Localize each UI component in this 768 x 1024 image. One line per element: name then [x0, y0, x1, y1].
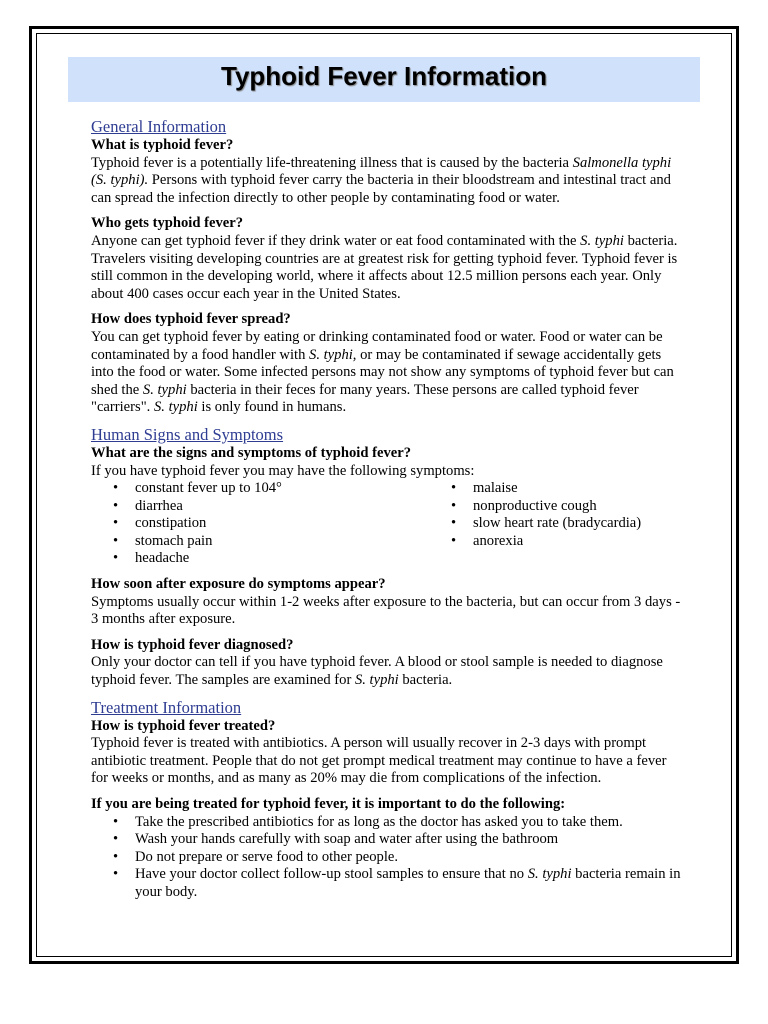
section-heading-symptoms: Human Signs and Symptoms	[91, 424, 284, 444]
section-heading-general: General Information	[91, 117, 227, 136]
section-heading-treatment: Treatment Information	[91, 697, 242, 717]
list-item: • nonproductive cough	[429, 498, 683, 516]
document-body	[91, 117, 683, 902]
list-item: • slow heart rate (bradycardia)	[429, 515, 683, 533]
symptom-list-left	[91, 480, 429, 568]
answer-who-gets: Anyone can get typhoid fever if they drink water or eat food contaminated with the S. typhi bacteria. Travelers visiting developing countries are at greatest risk for getting typhoid fever. Typhoid fever is still common in the developing world, where it affects about 12.5 million persons each year. Only about 400 cases occur each year in the United States.	[91, 232, 678, 302]
answer-what-is: Typhoid fever is a potentially life-threatening illness that is caused by the bacteria Salmonella typhi (S. typhi). Persons with typhoid fever carry the bacteria in their bloodstream and intestinal tract and can spread the infection directly to other people by contaminating food or water.	[91, 154, 672, 206]
symptom-list-right	[429, 480, 683, 568]
question-spread: How does typhoid fever spread?	[91, 311, 291, 328]
list-item: • constipation	[91, 515, 429, 533]
question-diagnosis: How is typhoid fever diagnosed?	[91, 636, 294, 653]
list-item: • stomach pain	[91, 533, 429, 551]
list-item: • Do not prepare or serve food to other people.	[91, 849, 683, 867]
answer-symptoms: If you have typhoid fever you may have the following symptoms:	[91, 462, 475, 479]
list-item: • Have your doctor collect follow-up stool samples to ensure that no S. typhi bacteria remain in your body.	[91, 866, 683, 901]
list-item: • diarrhea	[91, 498, 429, 516]
answer-treated: Typhoid fever is treated with antibiotics. A person will usually recover in 2-3 days with prompt antibiotic treatment. People that do not get prompt medical treatment may continue to have a fever for weeks or months, and as many as 20% may die from complications of the infection.	[91, 735, 667, 787]
question-onset: How soon after exposure do symptoms appear?	[91, 576, 386, 593]
question-what-is: What is typhoid fever?	[91, 137, 234, 153]
title-banner	[68, 57, 700, 102]
list-item: • constant fever up to 104°	[91, 480, 429, 498]
list-item: • anorexia	[429, 533, 683, 551]
list-item: • Wash your hands carefully with soap and water after using the bathroom	[91, 831, 683, 849]
list-item: • malaise	[429, 480, 683, 498]
answer-onset: Symptoms usually occur within 1-2 weeks after exposure to the bacteria, but can occur from 3 days - 3 months after exposure.	[91, 593, 681, 628]
page-title: Typhoid Fever Information	[221, 61, 547, 91]
answer-spread: You can get typhoid fever by eating or drinking contaminated food or water. Food or water can be contaminated by a food handler with S. typhi, or may be contaminated if sewage accidentally gets into the food or water. Some infected persons may not show any symptoms of typhoid fever but can shed the S. typhi bacteria in their feces for many years. These persons are called typhoid fever "carriers". S. typhi is only found in humans.	[91, 328, 674, 416]
question-who-gets: Who gets typhoid fever?	[91, 215, 244, 232]
list-item: • headache	[91, 550, 429, 568]
symptom-lists	[91, 480, 683, 568]
instruction-list	[91, 814, 683, 902]
list-item: • Take the prescribed antibiotics for as long as the doctor has asked you to take them.	[91, 814, 683, 832]
question-instructions: If you are being treated for typhoid fever, it is important to do the following:	[91, 796, 566, 812]
question-treated: How is typhoid fever treated?	[91, 717, 276, 734]
question-symptoms: What are the signs and symptoms of typhoid fever?	[91, 444, 411, 461]
answer-diagnosis: Only your doctor can tell if you have typhoid fever. A blood or stool sample is needed to diagnose typhoid fever. The samples are examined for S. typhi bacteria.	[91, 654, 663, 689]
